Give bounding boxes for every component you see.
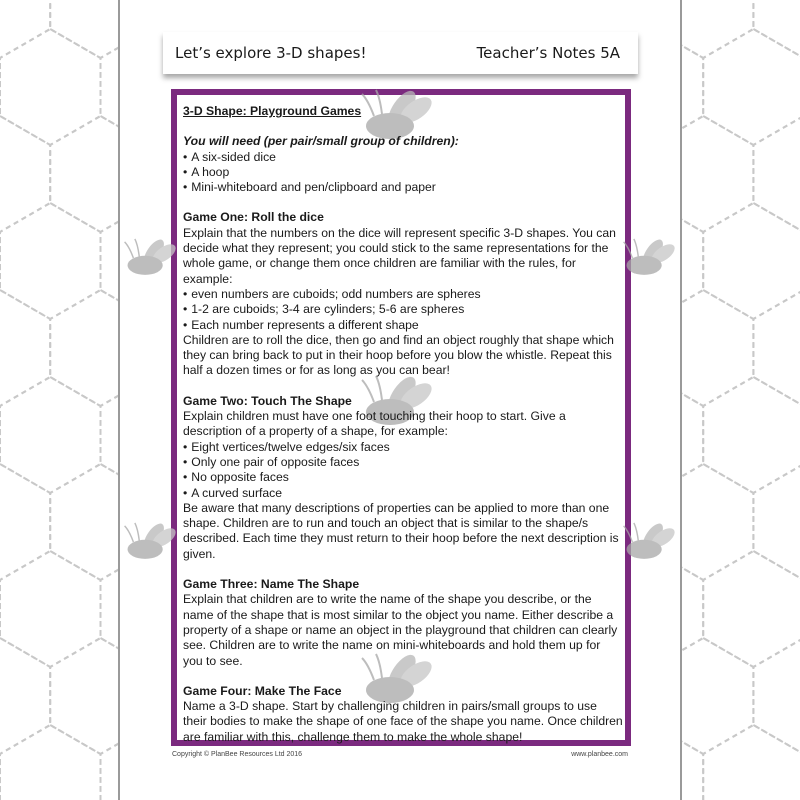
page-header <box>163 32 638 74</box>
header-title: Let’s explore 3-D shapes! <box>175 44 367 62</box>
bee-watermark-icon <box>123 236 179 280</box>
game-two-outro: Be aware that many descriptions of properties can be applied to more than one shape. Children are to run and touch an object that is similar to the shape/s described. Each time they must return to their hoop before the next description is given. <box>183 500 619 561</box>
hexagon-shape <box>753 290 800 406</box>
requirements-heading: You will need (per pair/small group of children): <box>183 134 459 149</box>
requirements-list <box>183 150 623 196</box>
game-two-list <box>183 440 623 501</box>
list-item: • even numbers are cuboids; odd numbers are spheres <box>183 287 623 302</box>
hexagon-shape <box>0 290 50 406</box>
game-four-intro: Name a 3-D shape. Start by challenging children in pairs/small groups to use their bodies to make the shape of one face of the shape you name. Once children are familiar with this, challenge them to make the whole shape! <box>183 699 623 744</box>
list-item: • Each number represents a different shape <box>183 318 623 333</box>
game-three-intro: Explain that children are to write the name of the shape you describe, or the name of the shape that is most similar to the object you name. Either describe a property of a shape or name an object in the playground that children can clearly see. Children are to write the name on mini-whiteboards and hold them up for you to see. <box>183 592 618 668</box>
hexagon-shape <box>753 0 800 58</box>
list-item: • A six-sided dice <box>183 150 623 165</box>
hexagon-shape <box>0 377 101 493</box>
list-item: • No opposite faces <box>183 470 623 485</box>
game-one-list <box>183 287 623 333</box>
list-item: • 1-2 are cuboids; 3-4 are cylinders; 5-6 are spheres <box>183 302 623 317</box>
hexagon-shape <box>0 0 50 58</box>
notes-title: 3-D Shape: Playground Games <box>183 104 362 118</box>
game-three-heading: Game Three: Name The Shape <box>183 577 360 592</box>
hexagon-shape <box>0 638 50 754</box>
bee-watermark-icon <box>622 236 678 280</box>
game-two-heading: Game Two: Touch The Shape <box>183 393 352 408</box>
bee-watermark-icon <box>123 520 179 564</box>
game-one-intro: Explain that the numbers on the dice will represent specific 3-D shapes. You can decide what they represent; you could stick to the same representations for the whole game, or change them once children are familiar with the rules, for example: <box>183 225 616 286</box>
hexagon-shape <box>753 464 800 580</box>
website-footer: www.planbee.com <box>571 751 628 758</box>
list-item: • Eight vertices/twelve edges/six faces <box>183 440 623 455</box>
hexagon-shape <box>0 551 101 667</box>
list-item: • A curved surface <box>183 486 623 501</box>
hexagon-shape <box>753 116 800 232</box>
header-notes-label: Teacher’s Notes 5A <box>476 44 620 62</box>
game-one-heading: Game One: Roll the dice <box>183 210 324 225</box>
game-two-intro: Explain children must have one foot touching their hoop to start. Give a description of a property of a shape, for example: <box>183 409 566 439</box>
hexagon-shape <box>753 638 800 754</box>
teacher-notes-content <box>183 104 623 745</box>
game-four-heading: Game Four: Make The Face <box>183 683 342 698</box>
list-item: • A hoop <box>183 165 623 180</box>
game-one-outro: Children are to roll the dice, then go and find an object roughly that shape which they can bring back to put in their hoop before you blow the whistle. Repeat this half a dozen times or for as long as you can bear! <box>183 332 614 378</box>
hexagon-shape <box>0 725 101 800</box>
bee-watermark-icon <box>622 520 678 564</box>
hexagon-shape <box>0 29 101 145</box>
hexagon-shape <box>0 203 101 319</box>
copyright-footer: Copyright © PlanBee Resources Ltd 2016 <box>172 751 303 758</box>
list-item: • Only one pair of opposite faces <box>183 455 623 470</box>
hexagon-shape <box>703 725 800 800</box>
hexagon-shape <box>0 464 50 580</box>
list-item: • Mini-whiteboard and pen/clipboard and paper <box>183 180 623 195</box>
hexagon-shape <box>0 116 50 232</box>
